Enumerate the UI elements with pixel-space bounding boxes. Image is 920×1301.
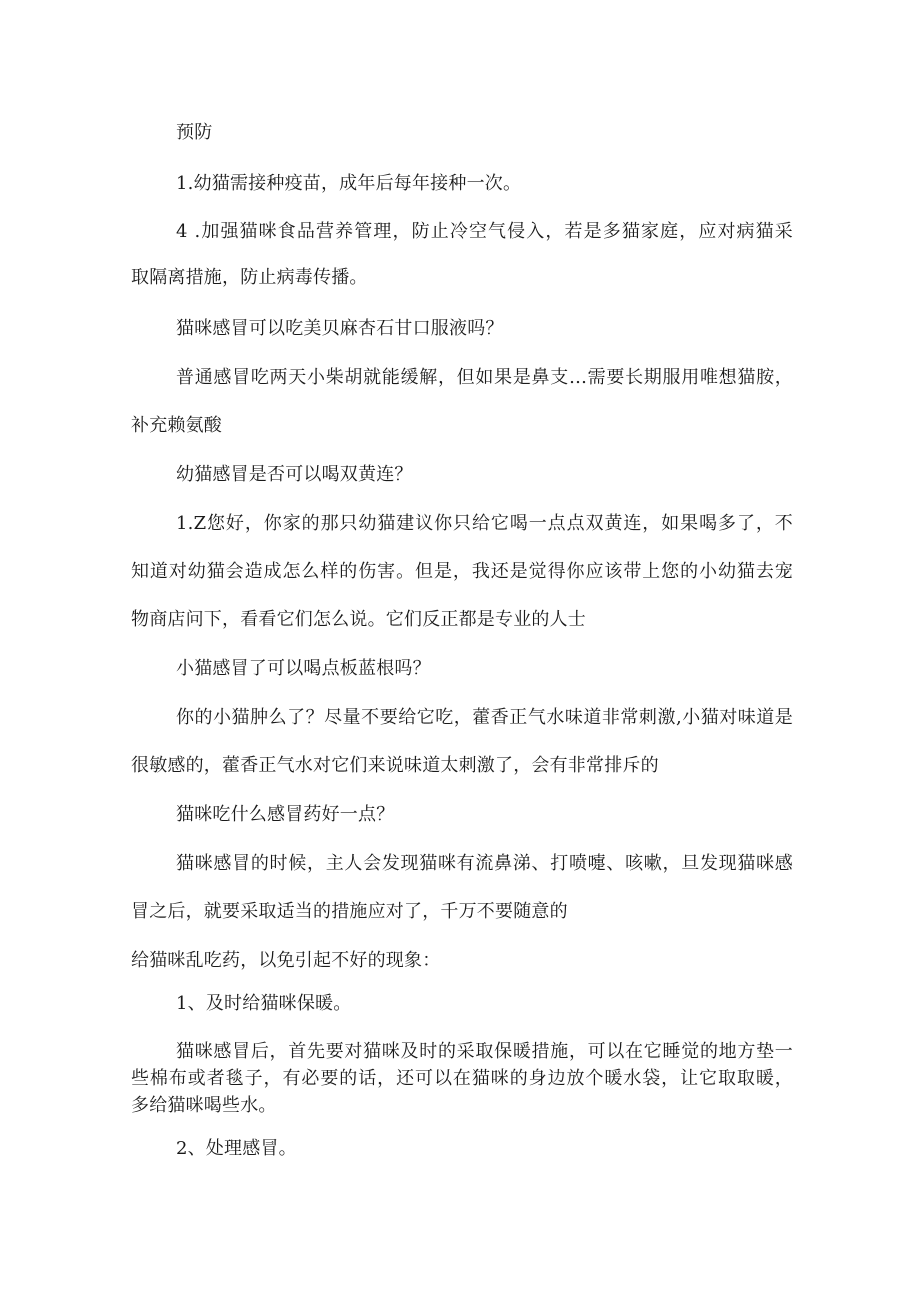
question-meibei: 猫咪感冒可以吃美贝麻杏石甘口服液吗？ bbox=[176, 318, 504, 339]
step-keep-warm: 1、及时给猫咪保暖。 bbox=[176, 993, 352, 1014]
question-banlangen: 小猫感冒了可以喝点板蓝根吗？ bbox=[176, 658, 431, 679]
answer-shuanghuanglian-line3: 物商店问下，看看它们怎么说。它们反正都是专业的人士 bbox=[131, 609, 586, 630]
list-item-nutrition-line1: 4 .加强猫咪食品营养管理，防止冷空气侵入，若是多猫家庭，应对病猫采 bbox=[176, 221, 793, 242]
question-medicine: 猫咪吃什么感冒药好一点？ bbox=[176, 804, 395, 825]
answer-shuanghuanglian-line1: 1.Z您好，你家的那只幼猫建议你只给它喝一点点双黄连，如果喝多了，不 bbox=[176, 513, 793, 534]
question-shuanghuanglian: 幼猫感冒是否可以喝双黄连？ bbox=[176, 464, 413, 485]
answer-banlangen-line2: 很敏感的，藿香正气水对它们来说味道太刺激了，会有非常排斥的 bbox=[131, 755, 659, 776]
answer-medicine-line2: 冒之后，就要采取适当的措施应对了，千万不要随意的 bbox=[131, 901, 568, 922]
section-heading-prevention: 预防 bbox=[176, 122, 213, 143]
answer-shuanghuanglian-line2: 知道对幼猫会造成怎么样的伤害。但是，我还是觉得你应该带上您的小幼猫去宠 bbox=[131, 561, 793, 582]
step-keep-warm-detail-line3: 多给猫咪喝些水。 bbox=[131, 1095, 277, 1116]
step-keep-warm-detail-line2: 些棉布或者毯子，有必要的话，还可以在猫咪的身边放个暖水袋，让它取取暖， bbox=[131, 1068, 793, 1089]
step-treat-cold: 2、处理感冒。 bbox=[176, 1138, 297, 1159]
step-keep-warm-detail-line1: 猫咪感冒后，首先要对猫咪及时的采取保暖措施，可以在它睡觉的地方垫一 bbox=[176, 1041, 793, 1062]
answer-medicine-line3: 给猫咪乱吃药，以免引起不好的现象： bbox=[131, 950, 441, 971]
answer-medicine-line1: 猫咪感冒的时候，主人会发现猫咪有流鼻涕、打喷嚏、咳嗽，旦发现猫咪感 bbox=[176, 853, 793, 874]
list-item-nutrition-line2: 取隔离措施，防止病毒传播。 bbox=[131, 267, 368, 288]
list-item-vaccine: 1.幼猫需接种疫苗，成年后每年接种一次。 bbox=[176, 173, 522, 194]
answer-xiaochaihu-line2: 补充赖氨酸 bbox=[131, 415, 222, 436]
answer-banlangen-line1: 你的小猫肿么了？尽量不要给它吃，藿香正气水味道非常刺激,小猫对味道是 bbox=[176, 707, 793, 728]
answer-xiaochaihu-line1: 普通感冒吃两天小柴胡就能缓解，但如果是鼻支…需要长期服用唯想猫胺， bbox=[176, 367, 793, 388]
